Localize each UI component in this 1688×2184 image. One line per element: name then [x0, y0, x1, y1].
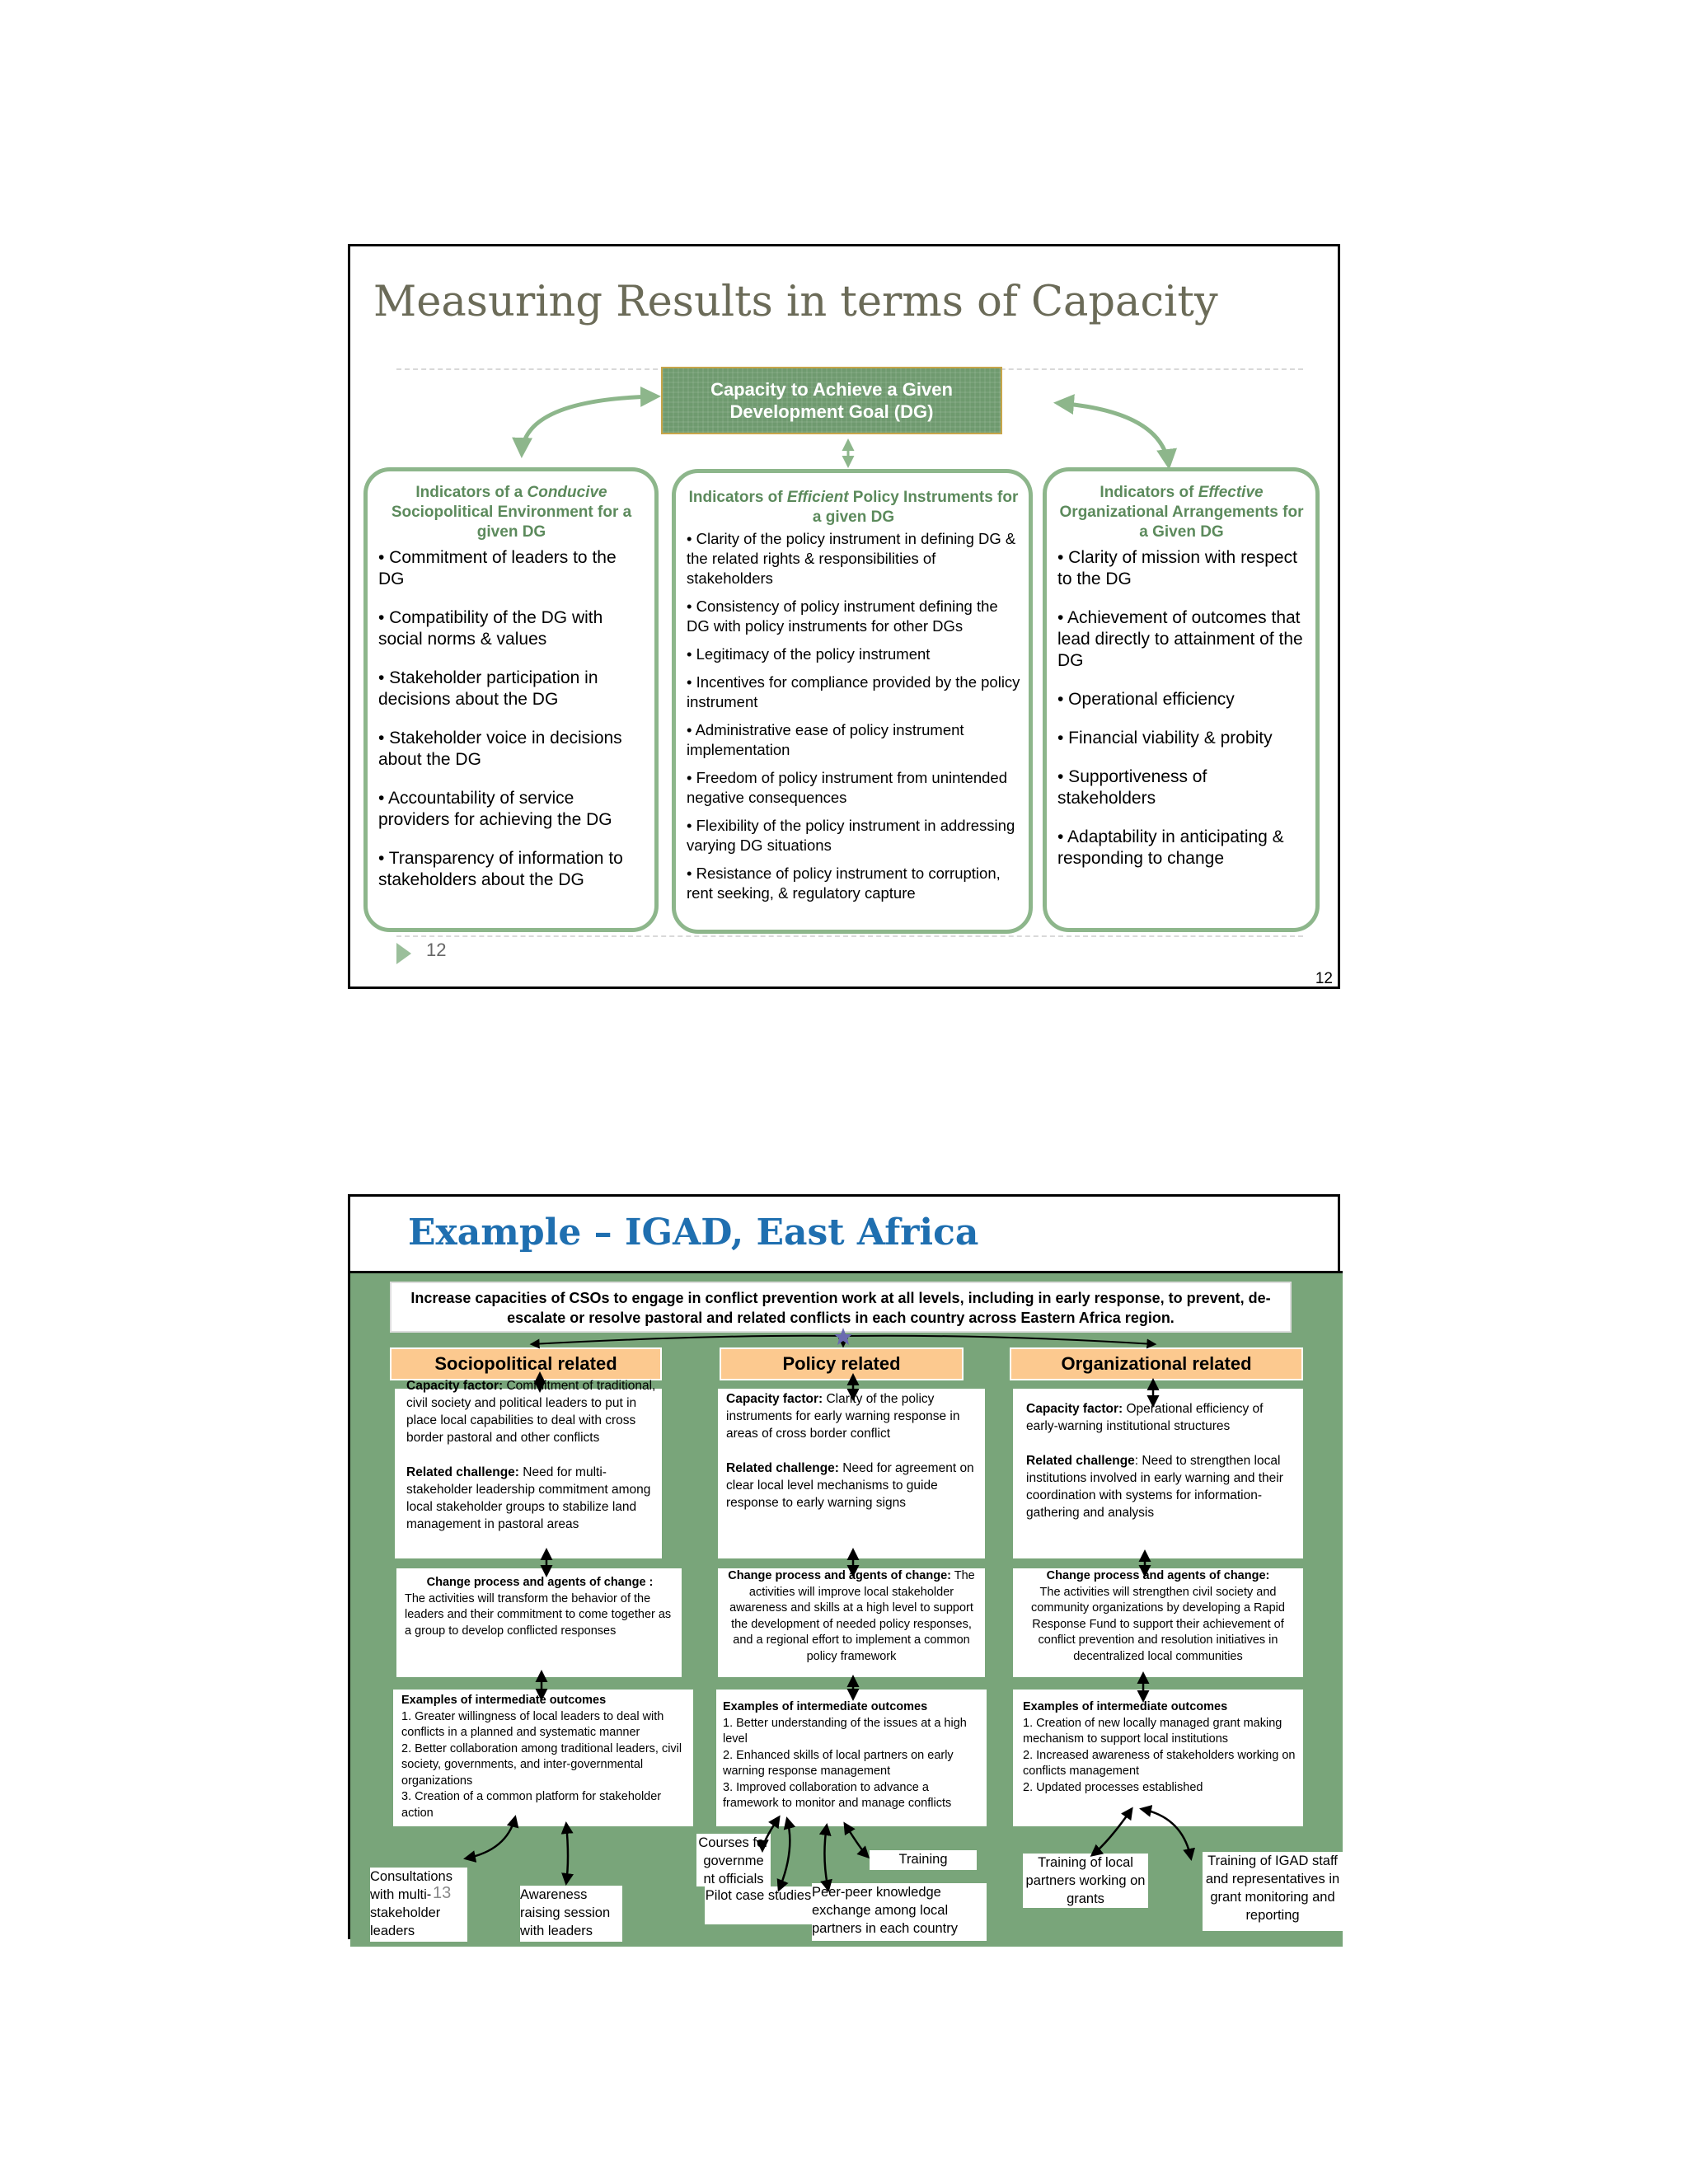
- list-item: • Commitment of leaders to the DG: [378, 548, 617, 588]
- arrow-right: [1057, 403, 1169, 466]
- activity-awareness: Awareness raising session with leaders: [520, 1886, 622, 1942]
- list-item: 1. Creation of new locally managed grant making mechanism to support local institutions: [1023, 1716, 1282, 1746]
- slide-2: [348, 1194, 1340, 1939]
- list-item: 1. Better understanding of the issues at a high level: [723, 1716, 967, 1746]
- triangle-icon: [396, 943, 411, 964]
- activity-peer-exchange: Peer-peer knowledge exchange among local partners in each country: [812, 1883, 987, 1941]
- arrow-to-peer: [824, 1825, 828, 1890]
- list-item: 1. Greater willingness of local leaders to deal with conflicts in a planned and systematic manner: [401, 1709, 664, 1739]
- activity-courses: Courses for governme nt officials: [696, 1834, 771, 1886]
- outcomes-box-sociopolitical: Examples of intermediate outcomes 1. Greater willingness of local leaders to deal with conflicts in a planned and systematic manner 2. Better collaboration among traditional leaders, civil society, governments, and inter-governmental organizations 3. Creation of a common platform for stakeholder action: [393, 1690, 693, 1826]
- list-item: 2. Better collaboration among traditional leaders, civil society, governments, and inter-governmental organizations: [401, 1741, 682, 1788]
- change-box-sociopolitical: Change process and agents of change : The activities will transform the behavior of the leaders and their commitment to come together as a group to develop conflicted responses: [396, 1568, 682, 1677]
- list-item: • Achievement of outcomes that lead directly to attainment of the DG: [1057, 608, 1303, 670]
- slide-page-label: 12: [426, 940, 447, 960]
- goal-box: Capacity to Achieve a Given Development Goal (DG): [661, 367, 1002, 434]
- column-title: Indicators of a Conducive Sociopolitical Environment for a given DG: [391, 484, 632, 541]
- list-item: • Clarity of the policy instrument in defining DG & the related rights & responsibilities of stakeholders: [687, 530, 1016, 587]
- arrow-goal-left: [532, 1336, 843, 1344]
- list-item: • Resistance of policy instrument to corruption, rent seeking, & regulatory capture: [687, 865, 1001, 902]
- column-title: Indicators of Efficient Policy Instruments for a given DG: [688, 489, 1019, 526]
- slide-1-title: Measuring Results in terms of Capacity: [373, 278, 1218, 326]
- indicator-list: [687, 529, 1020, 903]
- list-item: • Stakeholder voice in decisions about the DG: [378, 729, 622, 769]
- capacity-box-sociopolitical: Capacity factor: Commitment of traditional, civil society and political leaders to put in place local capabilities to deal with cross border pastoral and other conflicts Related challenge: Need for multi-stakeholder leadership commitment among local stakeholder groups to stabilize land management in pastoral areas: [395, 1389, 662, 1558]
- header-policy: Policy related: [720, 1347, 964, 1380]
- list-item: • Compatibility of the DG with social norms & values: [378, 608, 603, 649]
- arrow-goal-right: [843, 1336, 1155, 1344]
- sociopolitical-indicators-column: [363, 467, 659, 932]
- activity-consultations: Consultations with multi-stakeholder leaders: [370, 1868, 467, 1942]
- list-item: • Operational efficiency: [1057, 690, 1235, 709]
- arrow-to-training-igad: [1142, 1809, 1191, 1858]
- outcomes-box-policy: Examples of intermediate outcomes 1. Better understanding of the issues at a high level 2. Enhanced skills of local partners on early warning response management 3. Improved collaboration to advance a framework to monitor and manage conflicts: [716, 1690, 987, 1826]
- arrow-to-courses: [762, 1817, 779, 1850]
- diagram-area: [350, 1271, 1343, 1947]
- list-item: 2. Updated processes established: [1023, 1780, 1203, 1794]
- header-organizational: Organizational related: [1010, 1347, 1303, 1380]
- list-item: • Accountability of service providers for achieving the DG: [378, 789, 612, 829]
- arrow-to-consultations: [466, 1817, 515, 1858]
- policy-indicators-column: [672, 469, 1033, 934]
- list-item: • Incentives for compliance provided by the policy instrument: [687, 673, 1020, 710]
- arrow-left: [522, 396, 657, 454]
- organizational-indicators-column: [1043, 467, 1320, 932]
- slide-2-title: Example – IGAD, East Africa: [408, 1212, 979, 1254]
- column-title: Indicators of Effective Organizational Arrangements for a Given DG: [1059, 484, 1304, 541]
- change-box-policy: Change process and agents of change: The activities will improve local stakeholder awareness and skills at a high level to support the development of needed policy responses, and a regional effort to implement a common policy framework: [718, 1568, 985, 1677]
- list-item: • Freedom of policy instrument from unintended negative consequences: [687, 769, 1007, 806]
- list-item: 3. Creation of a common platform for stakeholder action: [401, 1790, 662, 1820]
- arrow-to-pilot: [779, 1819, 790, 1890]
- list-item: • Supportiveness of stakeholders: [1057, 767, 1207, 808]
- list-item: • Flexibility of the policy instrument in addressing varying DG situations: [687, 817, 1015, 854]
- arrow-to-training-local: [1092, 1809, 1132, 1855]
- list-item: • Transparency of information to stakeholders about the DG: [378, 849, 623, 889]
- outcomes-box-organizational: Examples of intermediate outcomes 1. Creation of new locally managed grant making mechanism to support local institutions 2. Increased awareness of stakeholders working on conflicts management 2. Updated processes established: [1013, 1690, 1303, 1826]
- arrow-to-training: [845, 1824, 868, 1857]
- activity-training-igad: Training of IGAD staff and representatives in grant monitoring and reporting: [1203, 1852, 1343, 1931]
- change-box-organizational: Change process and agents of change: The activities will strengthen civil society and community organizations by developing a Rapid Response Fund to support their achievement of conflict prevention and resolution initiatives in decentralized local communities: [1013, 1568, 1303, 1677]
- list-item: • Legitimacy of the policy instrument: [687, 645, 931, 663]
- activity-pilot: Pilot case studies: [705, 1886, 812, 1924]
- slide-1: [348, 244, 1340, 989]
- list-item: • Administrative ease of policy instrument implementation: [687, 721, 964, 758]
- page-number: 12: [1315, 970, 1333, 987]
- capacity-box-organizational: Capacity factor: Operational efficiency of early-warning institutional structures Related challenge: Need to strengthen local institutions involved in early warning and their coordination with systems for information-gathering and analysis: [1013, 1389, 1303, 1558]
- list-item: • Consistency of policy instrument defining the DG with policy instruments for other DGs: [687, 598, 998, 635]
- slide-2-connectors: [350, 1273, 1343, 1949]
- list-item: 2. Increased awareness of stakeholders working on conflicts management: [1023, 1748, 1296, 1778]
- list-item: • Financial viability & probity: [1057, 729, 1273, 748]
- capacity-box-policy: Capacity factor: Clarity of the policy instruments for early warning response in areas of cross border conflict Related challenge: Need for agreement on clear local level mechanisms to guide response to early warning signs: [718, 1389, 985, 1558]
- page-number: 13: [433, 1884, 452, 1902]
- list-item: 2. Enhanced skills of local partners on early warning response management: [723, 1748, 954, 1778]
- arrow-to-awareness: [566, 1824, 568, 1883]
- overall-goal-box: Increase capacities of CSOs to engage in conflict prevention work at all levels, including in early response, to prevent, de-escalate or resolve pastoral and related conflicts in each country across Eastern Africa region.: [390, 1282, 1292, 1333]
- activity-training-local: Training of local partners working on grants: [1023, 1854, 1148, 1908]
- list-item: • Stakeholder participation in decisions about the DG: [378, 668, 598, 709]
- indicator-list: [378, 547, 645, 891]
- list-item: • Clarity of mission with respect to the DG: [1057, 548, 1297, 588]
- list-item: • Adaptability in anticipating & responding to change: [1057, 827, 1284, 868]
- list-item: 3. Improved collaboration to advance a framework to monitor and manage conflicts: [723, 1780, 952, 1810]
- indicator-list: [1057, 547, 1306, 869]
- header-sociopolitical: Sociopolitical related: [390, 1347, 662, 1380]
- activity-training: Training: [870, 1850, 977, 1870]
